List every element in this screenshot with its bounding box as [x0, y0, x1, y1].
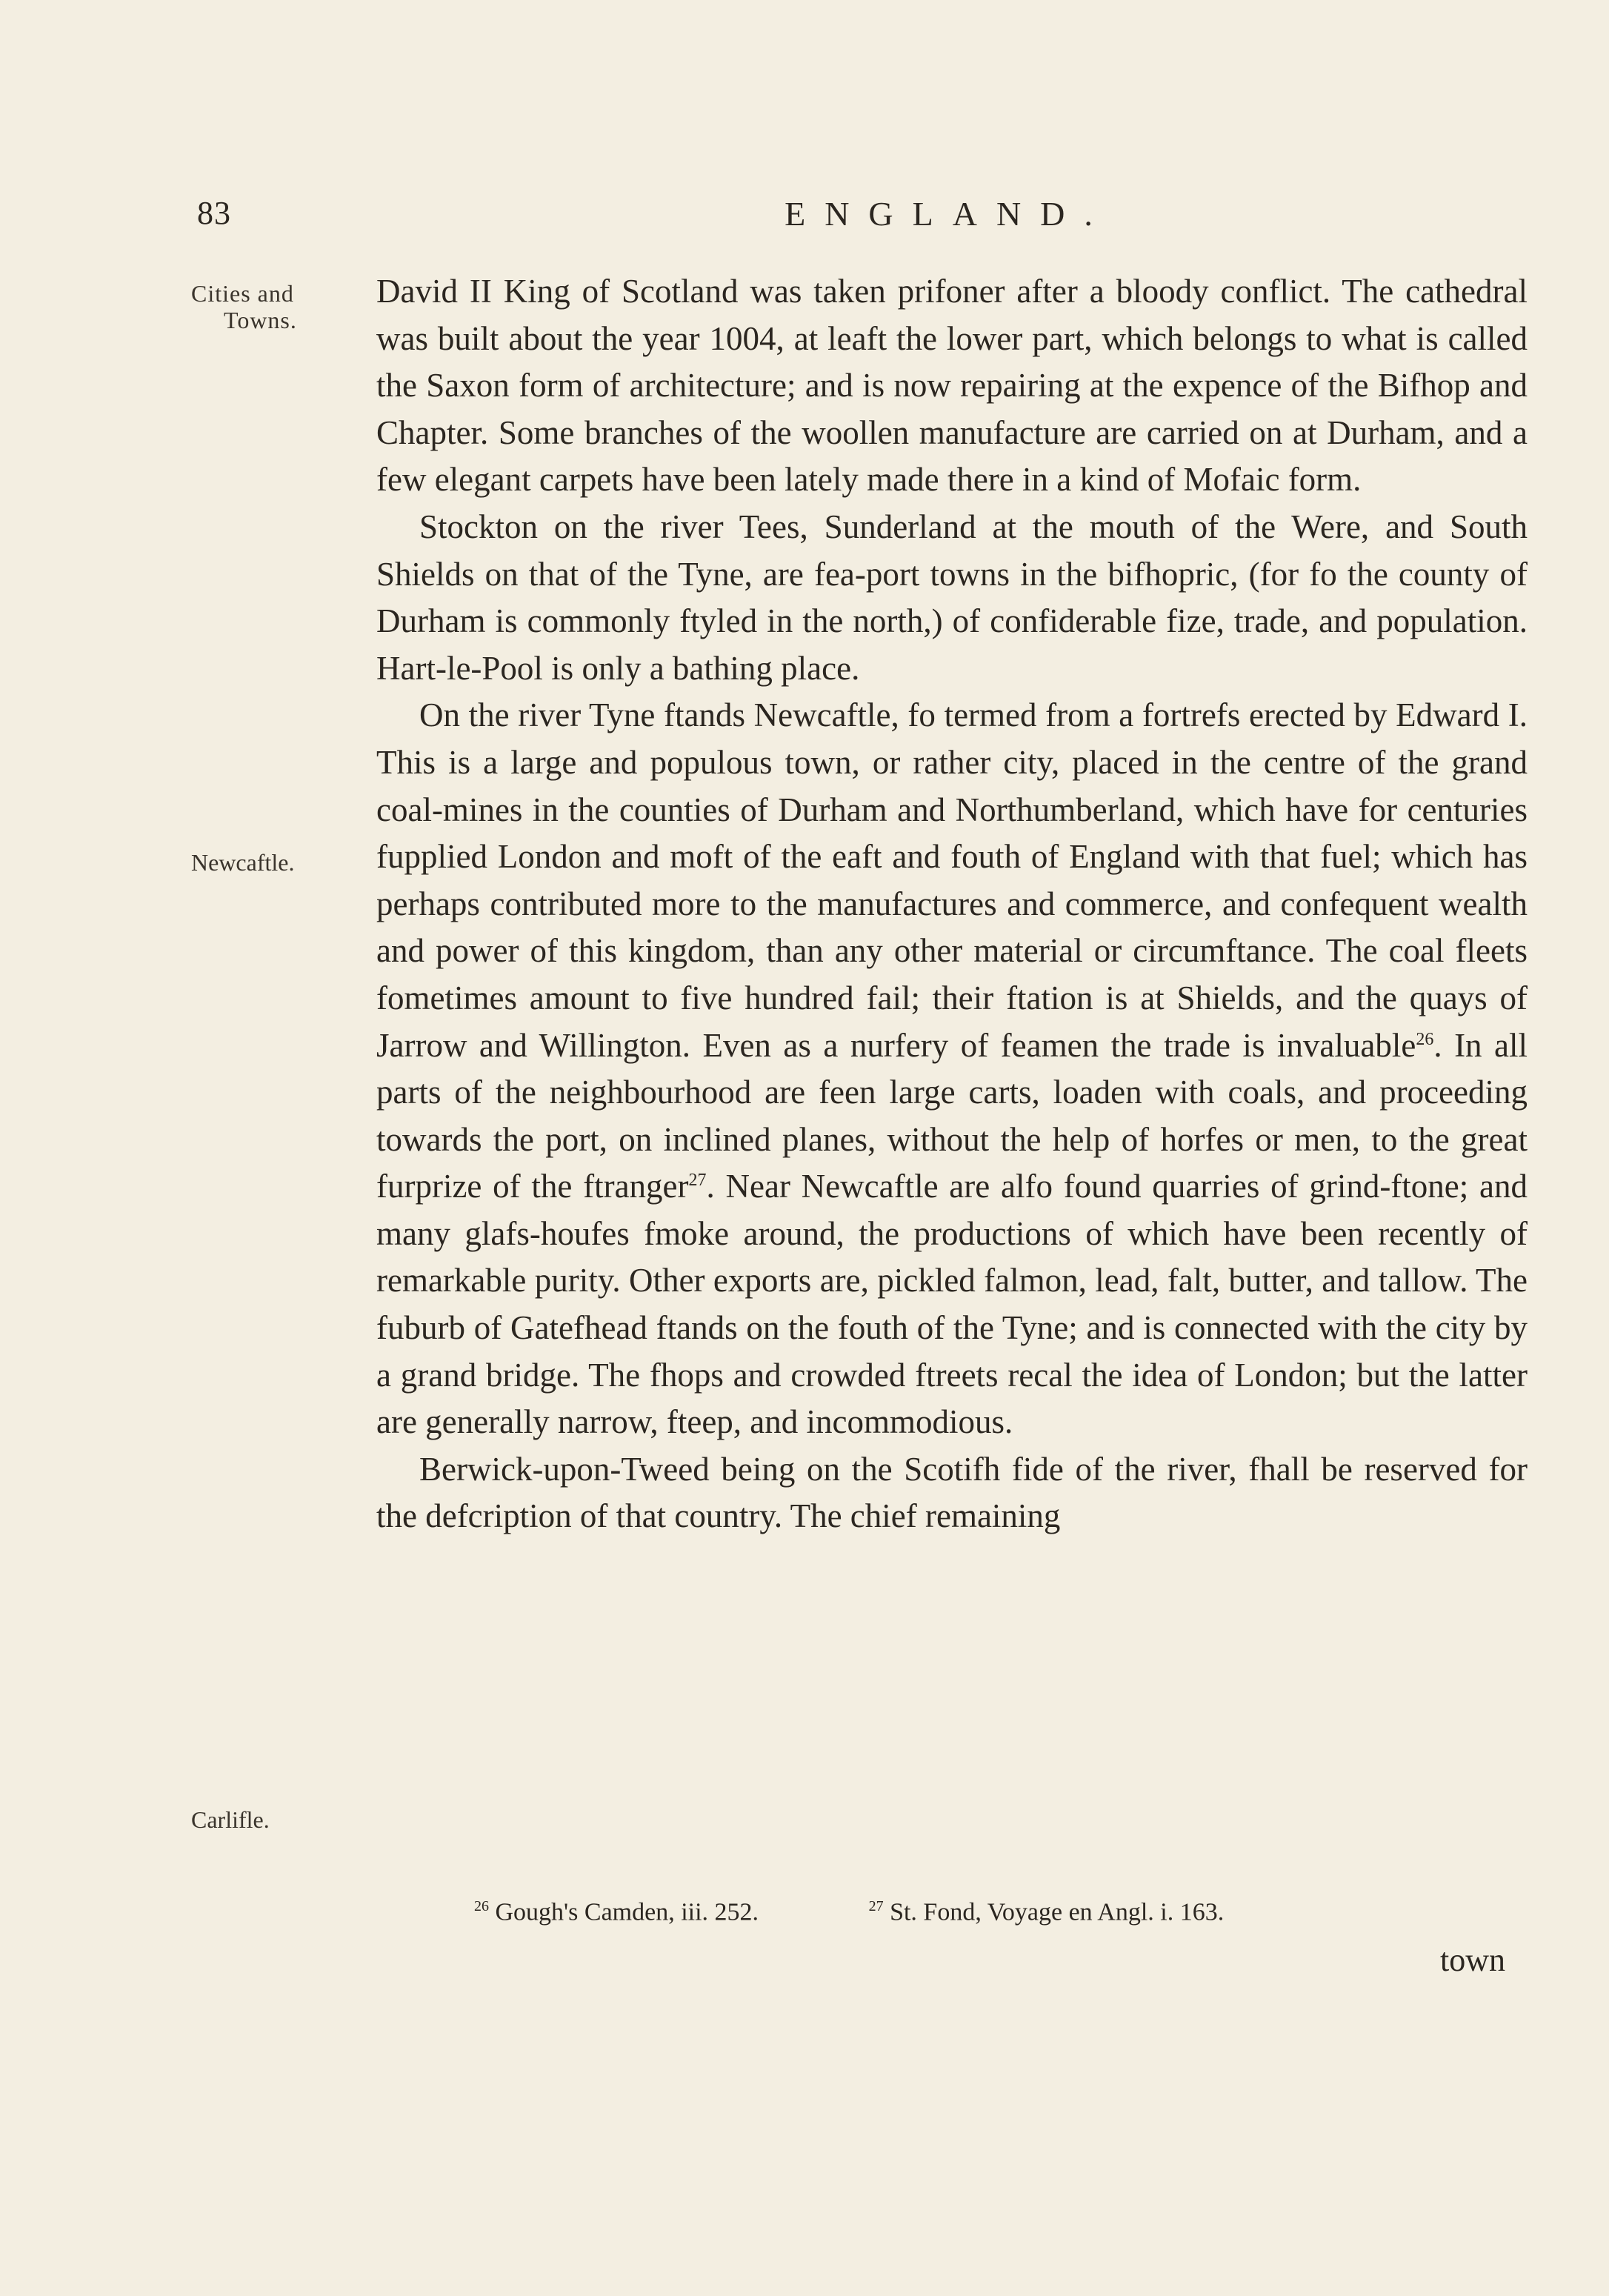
footnote-reference[interactable]: 26	[1416, 1029, 1434, 1049]
paragraph-text: Berwick-upon-Tweed being on the Scotifh fide of the river, fhall be reserved for the defcription of that country. The chief remaining	[376, 1450, 1528, 1535]
margin-note-line: Towns.	[224, 307, 297, 333]
footnote-mark: 26	[474, 1898, 489, 1914]
body-text	[376, 268, 1528, 1540]
catchword: town	[1440, 1942, 1505, 1978]
paragraph-text: Stockton on the river Tees, Sunderland at the mouth of the Were, and South Shields on that of the Tyne, are fea-port towns in the bifhopric, (for fo the county of Durham is commonly ftyled in the north,) of confiderable fize, trade, and population. Hart-le-Pool is only a bathing place.	[376, 508, 1528, 687]
margin-note-cities-and-towns	[191, 280, 297, 333]
paragraph-text: . In all parts of the neighbourhood are feen large carts, loaden with coals, and proceeding towards the port, on inclined planes, without the help of horfes or men, to the great furprize of the ftranger	[376, 1026, 1528, 1205]
margin-note-newcastle: Newcaftle.	[191, 849, 295, 876]
running-head: ENGLAND.	[784, 195, 1112, 233]
paragraph-text: David II King of Scotland was taken prifoner after a bloody conflict. The cathedral was built about the year 1004, at leaft the lower part, which belongs to what is called the Saxon form of architecture; and is now repairing at the expence of the Bifhop and Chapter. Some branches of the woollen manufacture are carried on at Durham, and a few elegant carpets have been lately made there in a kind of Mofaic form.	[376, 273, 1528, 499]
paragraph-durham	[376, 268, 1528, 504]
footnote-mark: 27	[868, 1898, 884, 1914]
footnote	[474, 1898, 759, 1926]
paragraph-newcastle	[376, 692, 1528, 1446]
footnote-reference[interactable]: 27	[688, 1171, 707, 1191]
footnote	[869, 1898, 1225, 1926]
footnotes	[474, 1898, 1511, 1926]
paragraph-stockton	[376, 504, 1528, 692]
page-number: 83	[197, 195, 231, 231]
footnote-text: St. Fond, Voyage en Angl. i. 163.	[890, 1898, 1225, 1926]
margin-note-line: Cities and	[191, 280, 294, 307]
margin-note-carlisle: Carlifle.	[191, 1806, 270, 1833]
paragraph-berwick	[376, 1446, 1528, 1540]
footnote-text: Gough's Camden, iii. 252.	[495, 1898, 759, 1926]
paragraph-text: . Near Newcaftle are alfo found quarries of grind-ftone; and many glafs-houfes fmoke around, the productions of which have been recently of remarkable purity. Other exports are, pickled falmon, lead, falt, butter, and tallow. The fuburb of Gatefhead ftands on the fouth of the Tyne; and is connected with the city by a grand bridge. The fhops and crowded ftreets recal the idea of London; but the latter are generally narrow, fteep, and incommodious.	[376, 1168, 1528, 1441]
paragraph-text: On the river Tyne ftands Newcaftle, fo termed from a fortrefs erected by Edward I. This is a large and populous town, or rather city, placed in the centre of the grand coal-mines in the counties of Durham and Northumberland, which have for centuries fupplied London and moft of the eaft and fouth of England with that fuel; which has perhaps contributed more to the manufactures and commerce, and confequent wealth and power of this kingdom, than any other material or circumftance. The coal fleets fometimes amount to five hundred fail; their ftation is at Shields, and the quays of Jarrow and Willington. Even as a nurfery of feamen the trade is invaluable	[376, 696, 1528, 1064]
